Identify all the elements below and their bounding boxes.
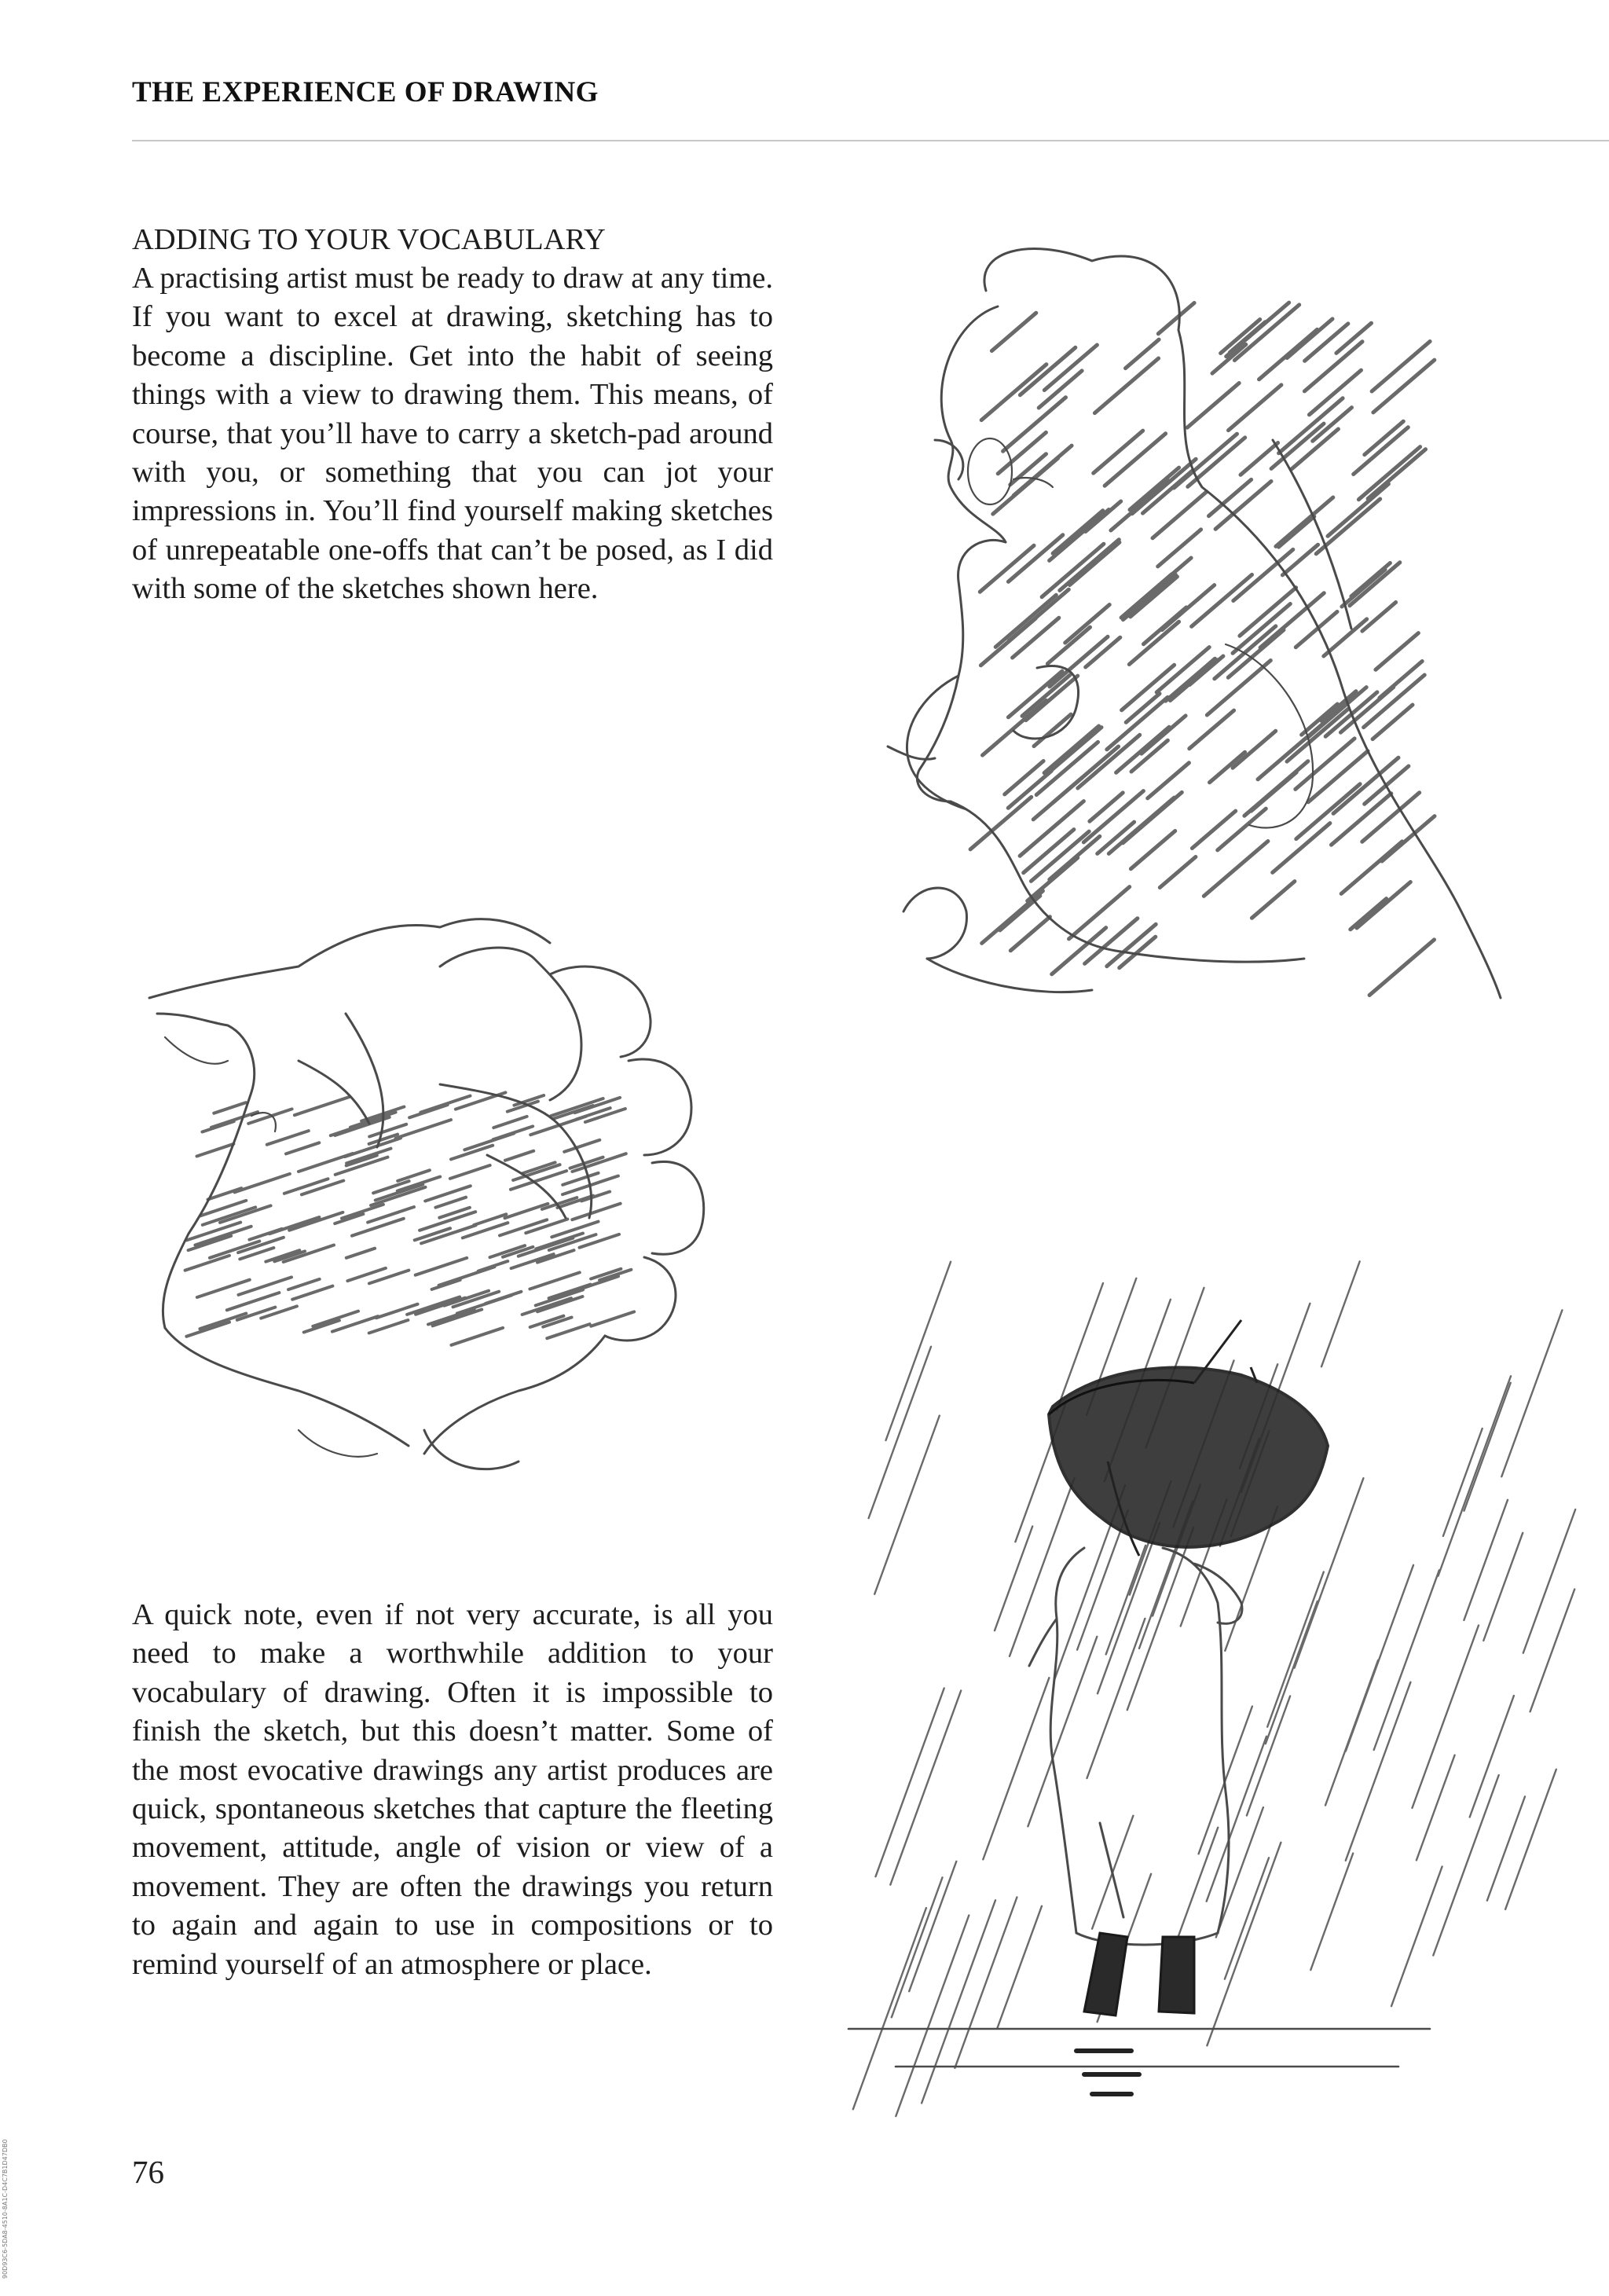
pencil-stroke — [1070, 542, 1120, 585]
pencil-stroke — [1187, 383, 1239, 428]
pencil-stroke — [396, 1120, 451, 1139]
pencil-stroke — [955, 1898, 1017, 2068]
pencil-stroke — [591, 1311, 634, 1326]
pencil-stroke — [346, 1249, 375, 1258]
pencil-stroke — [1131, 831, 1175, 869]
pencil-stroke — [853, 1908, 926, 2109]
pencil-stroke — [1350, 563, 1400, 606]
pencil-stroke — [995, 1527, 1032, 1631]
pencil-stroke — [981, 365, 1046, 420]
pencil-stroke — [203, 1207, 255, 1225]
pencil-stroke — [1189, 710, 1234, 749]
pencil-stroke — [1439, 1376, 1512, 1575]
pencil-stroke — [1216, 1807, 1263, 1937]
child-with-umbrella-in-rain-sketch-icon — [848, 1226, 1603, 2090]
pencil-stroke — [1324, 619, 1367, 656]
pencil-stroke — [1204, 842, 1268, 897]
pencil-stroke — [346, 1149, 390, 1164]
header-rule — [132, 140, 1609, 141]
pencil-stroke — [1501, 1310, 1562, 1476]
pencil-stroke — [1022, 675, 1070, 717]
pencil-stroke — [1346, 1565, 1413, 1751]
pencil-stroke — [1107, 697, 1167, 749]
pencil-stroke — [1218, 809, 1266, 850]
pencil-stroke — [1171, 660, 1218, 701]
pencil-stroke — [288, 1279, 320, 1289]
pencil-stroke — [295, 1097, 350, 1116]
pencil-stroke — [869, 1347, 931, 1518]
pencil-stroke — [398, 1170, 430, 1181]
pencil-stroke — [376, 1184, 423, 1200]
pencil-stroke — [1142, 716, 1186, 754]
pencil-stroke — [1310, 1854, 1353, 1970]
pencil-stroke — [1212, 344, 1246, 373]
pencil-stroke — [1328, 484, 1388, 536]
pencil-stroke — [214, 1102, 246, 1113]
pencil-stroke — [1028, 1637, 1097, 1827]
pencil-stroke — [1129, 622, 1178, 664]
pencil-stroke — [416, 1258, 467, 1275]
pencil-stroke — [998, 432, 1046, 473]
pencil-stroke — [451, 1328, 503, 1345]
pencil-stroke — [1042, 544, 1104, 597]
pencil-stroke — [1144, 607, 1186, 644]
pencil-stroke — [1523, 1509, 1575, 1653]
pencil-stroke — [1358, 447, 1420, 500]
pencil-stroke — [1372, 342, 1430, 392]
pencil-stroke — [1321, 1261, 1360, 1366]
pencil-stroke — [450, 1165, 490, 1179]
pencil-stroke — [185, 1256, 229, 1271]
pencil-stroke — [352, 1219, 404, 1236]
pencil-stroke — [1228, 630, 1284, 678]
pencil-stroke — [892, 1877, 943, 2017]
side-code — [2, 2139, 13, 2279]
pencil-stroke — [200, 1314, 246, 1330]
pencil-stroke — [1210, 752, 1245, 783]
pencil-stroke — [1121, 574, 1171, 618]
pencil-stroke — [1464, 1383, 1511, 1511]
running-head-title: THE EXPERIENCE OF DRAWING — [132, 76, 599, 108]
pencil-stroke — [530, 1272, 579, 1289]
side-code-text: 90D93C6-5DA8-4510-8A1C-D4C7B1D47DB0 — [2, 2139, 9, 2279]
pencil-stroke — [409, 1105, 448, 1117]
pencil-stroke — [980, 618, 1035, 666]
pencil-stroke — [369, 1124, 406, 1137]
pencil-stroke — [1060, 540, 1120, 591]
pencil-stroke — [1036, 742, 1098, 794]
pencil-stroke — [1296, 612, 1337, 647]
pencil-stroke — [1111, 481, 1169, 530]
pencil-stroke — [1354, 427, 1409, 475]
pencil-stroke — [1013, 618, 1059, 658]
pencil-stroke — [1259, 329, 1318, 379]
pencil-stroke — [1106, 1546, 1145, 1655]
pencil-stroke — [1174, 434, 1237, 488]
pencil-stroke — [1233, 731, 1276, 768]
pencil-stroke — [1225, 1858, 1269, 1979]
pencil-stroke — [564, 1140, 599, 1152]
pencil-stroke — [267, 1131, 309, 1145]
pencil-stroke — [1279, 516, 1314, 547]
pencil-stroke — [284, 1179, 328, 1194]
pencil-stroke — [1267, 1572, 1324, 1727]
pencil-stroke — [1308, 751, 1368, 802]
pencil-stroke — [1160, 857, 1196, 888]
pencil-stroke — [261, 1306, 297, 1318]
pencil-stroke — [896, 1916, 969, 2117]
pencil-stroke — [580, 1234, 620, 1248]
pencil-stroke — [549, 1285, 591, 1299]
pencil-stroke — [369, 1320, 409, 1333]
pencil-stroke — [1373, 360, 1435, 413]
pencil-stroke — [211, 1112, 258, 1128]
seated-figure-sketch-icon — [833, 204, 1556, 1021]
pencil-stroke — [286, 1142, 319, 1154]
page-number: 76 — [132, 2154, 164, 2190]
pencil-stroke — [1109, 798, 1174, 853]
pencil-stroke — [1010, 917, 1050, 951]
pencil-stroke — [1050, 636, 1108, 687]
pencil-stroke — [1391, 1867, 1442, 2007]
pencil-stroke — [292, 1286, 332, 1300]
pencil-stroke — [1374, 1570, 1439, 1750]
pencil-stroke — [1464, 1500, 1508, 1620]
pencil-stroke — [1487, 1796, 1525, 1900]
pencil-stroke — [1123, 574, 1176, 619]
pencil-stroke — [1094, 431, 1143, 473]
pencil-stroke — [983, 1678, 1049, 1859]
pencil-stroke — [376, 1304, 418, 1319]
pencil-stroke — [1252, 882, 1295, 919]
pencil-stroke — [1276, 497, 1333, 546]
pencil-stroke — [1304, 342, 1362, 391]
pencil-stroke — [1443, 1429, 1483, 1536]
pencil-stroke — [1266, 1601, 1318, 1744]
pencil-stroke — [1240, 588, 1296, 636]
pencil-stroke — [1282, 545, 1318, 575]
pencil-stroke — [876, 1689, 944, 1877]
pencil-stroke — [493, 1126, 533, 1139]
pencil-stroke — [1295, 1478, 1364, 1667]
pencil-stroke — [1530, 1590, 1575, 1712]
pencil-stroke — [1247, 1696, 1290, 1816]
pencil-stroke — [997, 1906, 1042, 2029]
pencil-stroke — [1098, 1523, 1160, 1694]
pencil-stroke — [1369, 940, 1434, 996]
pencil-stroke — [1158, 303, 1194, 334]
pencil-stroke — [269, 1217, 319, 1234]
pencil-stroke — [547, 1324, 589, 1338]
pencil-stroke — [1376, 633, 1419, 670]
pencil-stroke — [1207, 1737, 1266, 1902]
pencil-stroke — [493, 1117, 526, 1128]
pencil-stroke — [1373, 705, 1413, 739]
pencil-stroke — [1342, 570, 1385, 607]
pencil-stroke — [1207, 1843, 1281, 2046]
pencil-stroke — [890, 1691, 961, 1885]
pencil-stroke — [1351, 899, 1387, 930]
pencil-stroke — [1433, 1775, 1498, 1955]
body-paragraph-1: A practising artist must be ready to draw at any time. If you want to excel at drawing, sketching has to become a discipline. Get into the habit of seeing things with a view to drawing them. This means, of course, that you’ll have to carry a sketch-pad around with you, or something that you can jot your impressions in. You’ll find yourself making sketches of unrepeatable one-offs that can’t be posed, as I did with some of the sketches shown here. — [132, 262, 773, 606]
pencil-stroke — [983, 700, 1046, 755]
pencil-stroke — [186, 1322, 229, 1337]
pencil-stroke — [350, 1113, 396, 1128]
pencil-stroke — [505, 1151, 533, 1161]
pencil-stroke — [289, 1212, 343, 1231]
pencil-stroke — [1258, 738, 1307, 779]
pencil-stroke — [1005, 761, 1043, 794]
pencil-stroke — [886, 1262, 951, 1440]
pencil-stroke — [1417, 1755, 1455, 1861]
pencil-stroke — [1053, 511, 1103, 554]
pencil-stroke — [368, 1207, 414, 1223]
pencil-stroke — [993, 458, 1058, 514]
pencil-stroke — [1065, 605, 1110, 644]
pencil-stroke — [1229, 385, 1281, 431]
body-paragraph-2: A quick note, even if not very accurate, is all you need to make a worthwhile addition to your vocabulary of drawing. Often it is impossible to finish the sketch, but this doesn’t matter. Some of the most evocative drawings any artist produces are quick, spontaneous sketches that capture the fleeting movement, attitude, angle of vision or view of a movement. They are often the drawings you return to again and again to use in compositions or to remind yourself of an atmosphere or place. — [132, 1598, 773, 1981]
pencil-stroke — [1090, 793, 1123, 821]
pencil-stroke — [1357, 882, 1410, 929]
pencil-stroke — [1346, 1682, 1411, 1861]
pencil-stroke — [995, 595, 1056, 647]
pencil-stroke — [1305, 324, 1348, 361]
pencil-stroke — [572, 1204, 620, 1220]
pencil-stroke — [1131, 577, 1178, 617]
pencil-stroke — [874, 1416, 940, 1594]
pencil-stroke — [342, 1205, 383, 1219]
pencil-stroke — [1034, 714, 1071, 746]
pencil-stroke — [1505, 1770, 1556, 1909]
pencil-stroke — [505, 1204, 548, 1218]
pencil-stroke — [1362, 603, 1396, 632]
pencil-stroke — [1226, 303, 1289, 357]
pencil-stroke — [478, 1261, 508, 1271]
pencil-stroke — [1158, 530, 1201, 567]
pencil-stroke — [922, 1900, 995, 2103]
pencil-stroke — [1470, 1696, 1514, 1817]
clasped-hands-sketch-icon — [141, 888, 801, 1485]
pencil-stroke — [302, 1181, 343, 1195]
section-heading: ADDING TO YOUR VOCABULARY — [132, 223, 606, 256]
pencil-stroke — [1192, 574, 1252, 626]
pencil-stroke — [235, 1174, 290, 1192]
pencil-stroke — [991, 313, 1035, 350]
pencil-stroke — [1273, 823, 1330, 873]
pencil-stroke — [435, 1198, 466, 1208]
pencil-stroke — [1105, 434, 1166, 486]
